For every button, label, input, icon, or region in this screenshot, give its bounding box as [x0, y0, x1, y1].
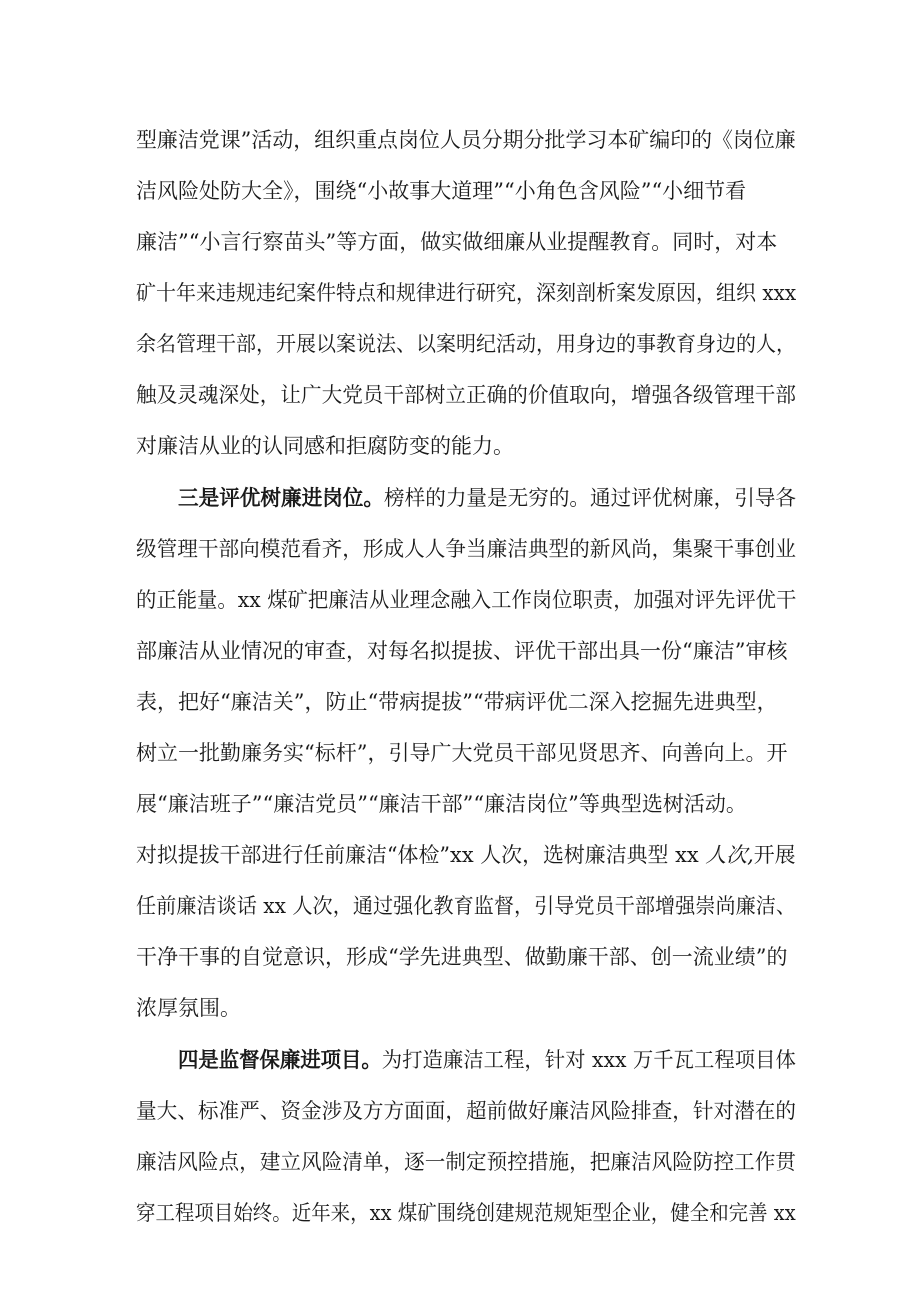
text-line: 穿工程项目始终。近年来，xx 煤矿围绕创建规范规矩型企业，健全和完善 xx: [136, 1201, 796, 1225]
text-line: 干净干事的自觉意识，形成“学先进典型、做勤廉干部、创一流业绩”的: [136, 945, 788, 969]
text-line: 廉洁”“小言行察苗头”等方面，做实做细廉从业提醒教育。同时，对本: [136, 230, 778, 254]
text-segment: 开展: [753, 843, 796, 867]
text-line: 浓厚氛围。: [136, 996, 241, 1020]
paragraph-text: 为打造廉洁工程，针对 xxx 万千瓦工程项目体: [381, 1048, 796, 1072]
text-line: 的正能量。xx 煤矿把廉洁从业理念融入工作岗位职责，加强对评先评优干: [136, 588, 797, 612]
text-line: [136, 841, 796, 869]
text-line: 树立一批勤廉务实“标杆”，引导广大党员干部见贤思齐、向善向上。开: [136, 741, 788, 765]
text-line: 表，把好“廉洁关”，防止“带病提拔”“带病评优二深入挖掘先进典型，: [136, 690, 778, 714]
paragraph-first-line: [178, 484, 796, 512]
text-line: 对廉洁从业的认同感和拒腐防变的能力。: [136, 434, 514, 458]
paragraph-text: 榜样的力量是无穷的。通过评优树廉，引导各: [384, 486, 797, 510]
paragraph-heading: 三是评优树廉进岗位。: [178, 486, 385, 510]
italic-text-segment: 人次,: [705, 843, 754, 867]
paragraph-first-line: [178, 1046, 796, 1074]
text-line: 级管理干部向模范看齐，形成人人争当廉洁典型的新风尚，集聚干事创业: [136, 537, 796, 561]
paragraph-heading: 四是监督保廉进项目。: [178, 1048, 382, 1072]
text-line: 矿十年来违规违纪案件特点和规律进行研究，深刻剖析案发原因，组织 xxx: [136, 281, 797, 305]
text-line: 触及灵魂深处，让广大党员干部树立正确的价值取向，增强各级管理干部: [136, 383, 796, 407]
text-line: 廉洁风险点，建立风险清单，逐一制定预控措施，把廉洁风险防控工作贯: [136, 1150, 796, 1174]
text-line: 洁风险处防大全》，围绕“小故事大道理”“小角色含风险”“小细节看: [136, 179, 747, 203]
text-line: 型廉洁党课”活动，组织重点岗位人员分期分批学习本矿编印的《岗位廉: [136, 128, 796, 152]
text-line: 任前廉洁谈话 xx 人次，通过强化教育监督，引导党员干部增强崇尚廉洁、: [136, 894, 797, 918]
text-line: 余名管理干部，开展以案说法、以案明纪活动，用身边的事教育身边的人，: [136, 332, 797, 356]
text-line: 展“廉洁班子”“廉洁党员”“廉洁干部”“廉洁岗位”等典型选树活动。: [136, 792, 747, 816]
text-segment: 对拟提拔干部进行任前廉洁“体检”xx 人次，选树廉洁典型 xx: [136, 843, 706, 867]
text-line: 部廉洁从业情况的审查，对每名拟提拔、评优干部出具一份“廉洁”审核: [136, 639, 788, 663]
text-line: 量大、标准严、资金涉及方方面面，超前做好廉洁风险排查，针对潜在的: [136, 1099, 796, 1123]
